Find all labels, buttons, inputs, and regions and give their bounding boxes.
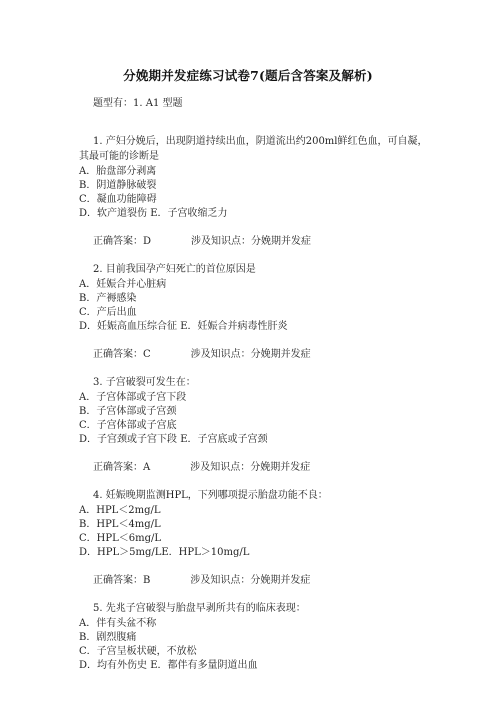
page-title: 分娩期并发症练习试卷7(题后含答案及解析) — [123, 68, 373, 83]
question-1-option-c: C．凝血功能障碍 — [79, 194, 157, 205]
question-1-answer: 正确答案：D — [93, 236, 152, 247]
question-5-stem: 5. 先兆子宫破裂与胎盘早剥所共有的临床表现： — [93, 603, 306, 614]
question-1-stem-cont: 其最可能的诊断是 — [79, 151, 159, 162]
question-5-option-b: B．剧烈腹痛 — [79, 632, 137, 643]
question-3-option-d-e: D．子宫颈或子宫下段 E．子宫底或子宫颈 — [79, 434, 268, 445]
question-2-option-d-e: D．妊娠高血压综合征 E．妊娠合并病毒性肝炎 — [79, 321, 288, 332]
question-4-topic: 涉及知识点：分娩期并发症 — [190, 575, 311, 586]
question-3-option-a: A．子宫体部或子宫下段 — [79, 392, 187, 403]
question-1-option-a: A．胎盘部分剥离 — [79, 166, 157, 177]
question-2-option-b: B．产褥感染 — [79, 293, 137, 304]
question-4-option-a: A．HPL＜2mg/L — [79, 505, 161, 516]
question-4-option-b: B．HPL＜4mg/L — [79, 519, 161, 530]
question-1-topic: 涉及知识点：分娩期并发症 — [191, 236, 312, 247]
question-2-option-c: C．产后出血 — [79, 307, 137, 318]
question-3-option-b: B．子宫体部或子宫颈 — [79, 406, 177, 417]
question-1-answer-row — [93, 236, 311, 248]
question-1-option-d-e: D．软产道裂伤 E．子宫收缩乏力 — [79, 208, 228, 219]
question-2-option-a: A．妊娠合并心脏病 — [79, 279, 167, 290]
question-3-answer-row — [93, 462, 310, 474]
question-4-answer: 正确答案：B — [93, 575, 151, 586]
question-3-stem: 3. 子宫破裂可发生在： — [93, 377, 196, 388]
question-2-answer-row — [93, 349, 311, 361]
question-type: 题型有：1. A1 型题 — [93, 98, 183, 109]
question-2-topic: 涉及知识点：分娩期并发症 — [190, 349, 311, 360]
question-5-option-c: C．子宫呈板状硬，不放松 — [79, 646, 197, 657]
question-3-answer: 正确答案：A — [93, 462, 151, 473]
question-1-stem: 1. 产妇分娩后，出现阴道持续出血，阴道流出约200ml鲜红色血，可自凝， — [93, 136, 428, 147]
question-4-answer-row — [93, 575, 310, 587]
question-2-answer: 正确答案：C — [93, 349, 151, 360]
question-2-stem: 2. 目前我国孕产妇死亡的首位原因是 — [93, 264, 256, 275]
question-4-option-d-e: D．HPL＞5mg/LE．HPL＞10mg/L — [79, 547, 250, 558]
question-1-option-b: B．阴道静脉破裂 — [79, 180, 157, 191]
question-3-topic: 涉及知识点：分娩期并发症 — [190, 462, 311, 473]
question-5-option-d-e: D．均有外伤史 E．都伴有多量阴道出血 — [79, 660, 258, 671]
question-5-option-a: A．伴有头盆不称 — [79, 618, 157, 629]
question-4-stem: 4. 妊娠晚期监测HPL，下列哪项提示胎盘功能不良： — [93, 490, 328, 501]
question-3-option-c: C．子宫体部或子宫底 — [79, 420, 177, 431]
question-4-option-c: C．HPL＜6mg/L — [79, 533, 161, 544]
